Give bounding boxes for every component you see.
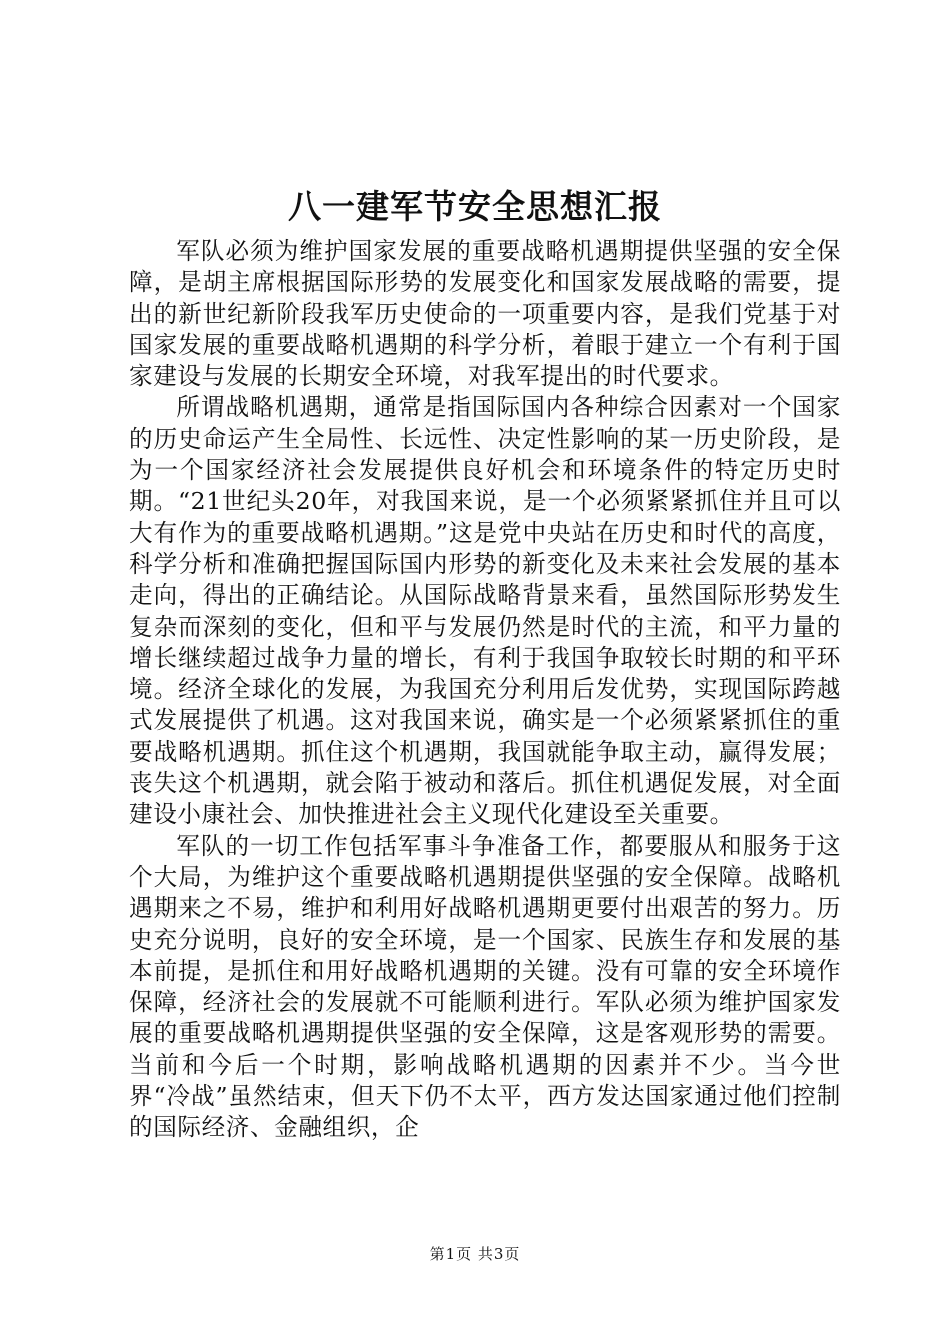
page-footer: 第1页 共3页 (429, 1245, 521, 1263)
document-body (129, 236, 841, 1144)
paragraph-2: 所谓战略机遇期，通常是指国际国内各种综合因素对一个国家的历史命运产生全局性、长远性、决定性影响的某一历史阶段，是为一个国家经济社会发展提供良好机会和环境条件的特定历史时期。“21世纪头20年，对我国来说，是一个必须紧紧抓住并且可以大有作为的重要战略机遇期。”这是党中央站在历史和时代的高度，科学分析和准确把握国际国内形势的新变化及未来社会发展的基本走向，得出的正确结论。从国际战略背景来看，虽然国际形势发生复杂而深刻的变化，但和平与发展仍然是时代的主流，和平力量的增长继续超过战争力量的增长，有利于我国争取较长时期的和平环境。经济全球化的发展，为我国充分利用后发优势，实现国际跨越式发展提供了机遇。这对我国来说，确实是一个必须紧紧抓住的重要战略机遇期。抓住这个机遇期，我国就能争取主动，赢得发展；丧失这个机遇期，就会陷于被动和落后。抓住机遇促发展，对全面建设小康社会、加快推进社会主义现代化建设至关重要。 (129, 393, 841, 829)
paragraph-1: 军队必须为维护国家发展的重要战略机遇期提供坚强的安全保障，是胡主席根据国际形势的发展变化和国家发展战略的需要，提出的新世纪新阶段我军历史使命的一项重要内容，是我们党基于对国家发展的重要战略机遇期的科学分析，着眼于建立一个有利于国家建设与发展的长期安全环境，对我军提出的时代要求。 (129, 237, 841, 391)
document-title: 八一建军节安全思想汇报 (288, 187, 662, 226)
paragraph-3: 军队的一切工作包括军事斗争准备工作，都要服从和服务于这个大局，为维护这个重要战略机遇期提供坚强的安全保障。战略机遇期来之不易，维护和利用好战略机遇期更要付出艰苦的努力。历史充分说明，良好的安全环境，是一个国家、民族生存和发展的基本前提，是抓住和用好战略机遇期的关键。没有可靠的安全环境作保障，经济社会的发展就不可能顺利进行。军队必须为维护国家发展的重要战略机遇期提供坚强的安全保障，这是客观形势的需要。当前和今后一个时期，影响战略机遇期的因素并不少。当今世界“冷战”虽然结束，但天下仍不太平，西方发达国家通过他们控制的国际经济、金融组织，企 (129, 831, 841, 1142)
